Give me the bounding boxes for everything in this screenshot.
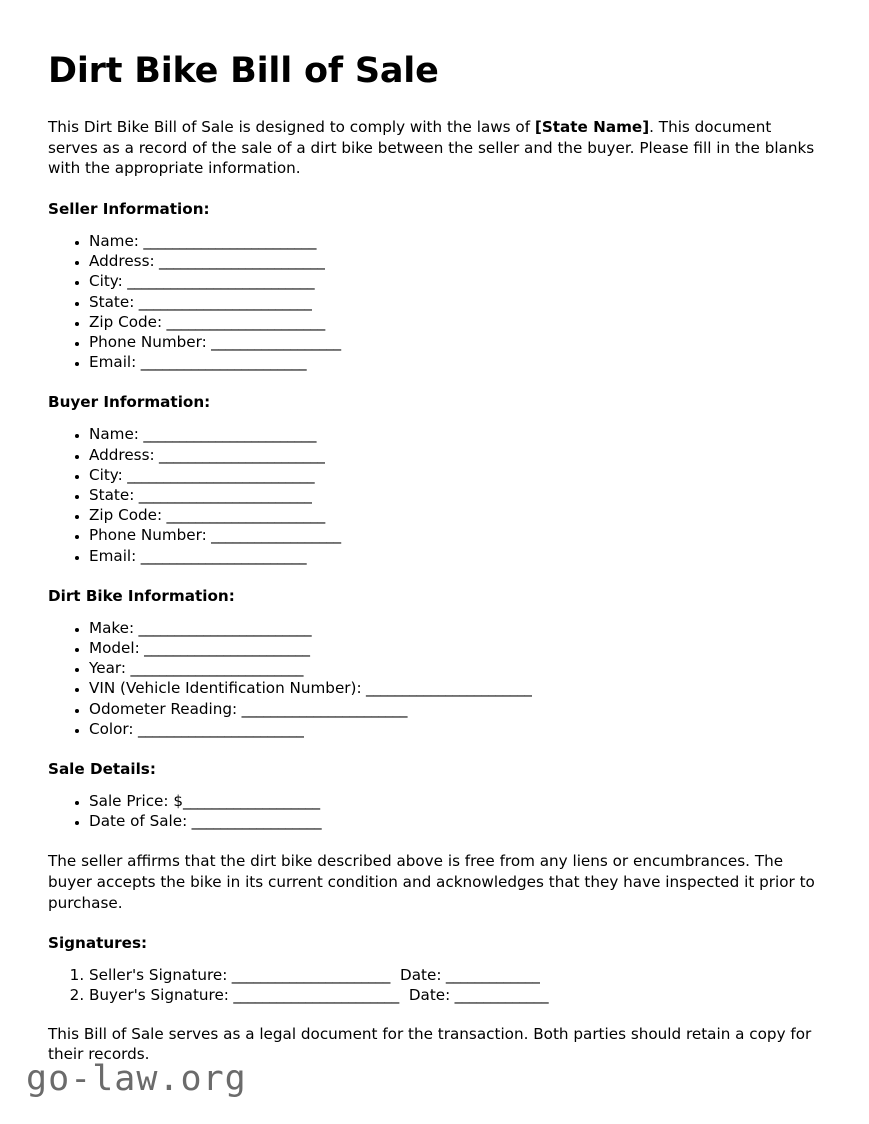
field-label: VIN (Vehicle Identification Number): [89,679,362,698]
field-bike-odometer-reading [89,699,820,719]
field-label: City: [89,272,123,291]
field-label: Zip Code: [89,312,163,331]
field-label: Zip Code: [89,506,163,525]
field-seller-name [89,231,820,251]
field-label: Phone Number: [89,332,207,351]
field-blank[interactable]: _______________________ [154,445,325,464]
signatures-heading: Signatures: [48,934,148,953]
field-buyer-name [89,424,820,444]
signature-row-seller [89,965,820,985]
field-label: Sale Price: $ [89,792,183,811]
field-bike-year [89,658,820,678]
field-blank[interactable]: ________________________ [126,659,304,678]
field-blank[interactable]: ________________________ [134,292,312,311]
field-buyer-city [89,465,820,485]
signature-row-buyer [89,985,820,1005]
sale-details-fields [48,791,820,831]
signature-rows [48,965,820,1005]
field-label: Odometer Reading: [89,699,238,718]
state-name-placeholder: [State Name] [534,118,650,137]
sale-details-heading: Sale Details: [48,760,156,779]
field-blank[interactable]: __________________ [206,332,341,351]
field-blank[interactable]: ______________________ [162,506,325,525]
field-blank[interactable]: _______________________ [154,252,325,271]
date-blank[interactable]: _____________ [441,966,540,985]
field-blank[interactable]: _______________________ [136,353,307,372]
document-content [48,52,820,1085]
buyer-information-fields [48,424,820,565]
field-blank[interactable]: _______________________ [133,719,304,738]
field-blank[interactable]: __________________ [187,812,322,831]
field-blank[interactable]: __________________________ [122,272,315,291]
field-blank[interactable]: _______________________ [136,546,307,565]
field-sale-price [89,791,820,811]
field-label: Year: [89,659,127,678]
field-label: Email: [89,546,137,565]
field-seller-city [89,271,820,291]
field-bike-make [89,618,820,638]
field-label: Address: [89,445,155,464]
field-bike-model [89,638,820,658]
field-blank[interactable]: ___________________ [183,792,320,811]
signature-label: Buyer's Signature: [89,986,229,1005]
field-label: Address: [89,252,155,271]
field-label: Name: [89,231,139,250]
field-blank[interactable]: __________________ [206,526,341,545]
field-blank[interactable]: __________________________ [122,465,315,484]
field-label: State: [89,486,135,504]
date-label: Date: [400,966,442,985]
field-bike-vin [89,678,820,698]
field-blank[interactable]: ______________________ [162,312,325,331]
field-label: Name: [89,425,139,444]
field-blank[interactable]: ________________________ [134,618,312,637]
field-buyer-state [89,485,820,505]
dirt-bike-information-fields [48,618,820,739]
closing-paragraph: This Bill of Sale serves as a legal document for the transaction. Both parties should retain a copy for their records. [48,1024,812,1064]
field-label: Email: [89,353,137,372]
field-blank[interactable]: _______________________ [361,679,532,698]
seller-information-fields [48,231,820,372]
field-bike-color [89,719,820,739]
field-label: Phone Number: [89,526,207,545]
field-label: Color: [89,719,134,738]
field-buyer-email [89,546,820,566]
field-seller-zip-code [89,312,820,332]
field-seller-address [89,251,820,271]
date-blank[interactable]: _____________ [450,986,549,1005]
field-date-of-sale [89,811,820,831]
field-label: Date of Sale: [89,812,188,831]
intro-text-before: This Dirt Bike Bill of Sale is designed to comply with the laws of [48,118,535,137]
field-blank[interactable]: ________________________ [138,425,317,444]
intro-paragraph [48,117,820,179]
field-label: Model: [89,639,140,658]
field-label: City: [89,465,123,484]
dirt-bike-information-heading: Dirt Bike Information: [48,586,235,605]
field-blank[interactable]: ________________________ [138,231,317,250]
field-buyer-address [89,445,820,465]
field-blank[interactable]: _______________________ [237,699,408,718]
field-seller-phone-number [89,332,820,352]
affirmation-paragraph: The seller affirms that the dirt bike described above is free from any liens or encumbrances. The buyer accepts the bike in its current condition and acknowledges that they have inspected it prior to purchase. [48,852,815,912]
page-title: Dirt Bike Bill of Sale [48,51,439,91]
signature-label: Seller's Signature: [89,966,228,985]
field-buyer-phone-number [89,525,820,545]
field-label: State: [89,292,135,311]
intro-text-after: . This document serves as a record of the sale of a dirt bike between the seller and the buyer. Please fill in the blanks with the appropriate information. [48,118,815,178]
field-label: Make: [89,618,135,637]
field-blank[interactable]: _______________________ [139,639,310,658]
buyer-information-heading: Buyer Information: [48,393,211,412]
seller-information-heading: Seller Information: [48,199,210,218]
field-seller-state [89,292,820,312]
date-label: Date: [408,986,451,1005]
signature-blank[interactable]: ______________________ [227,966,391,985]
field-buyer-zip-code [89,505,820,525]
signature-blank[interactable]: _______________________ [228,986,399,1005]
field-blank[interactable]: ________________________ [134,486,312,504]
field-seller-email [89,352,820,372]
watermark: go-law.org [26,1059,247,1099]
